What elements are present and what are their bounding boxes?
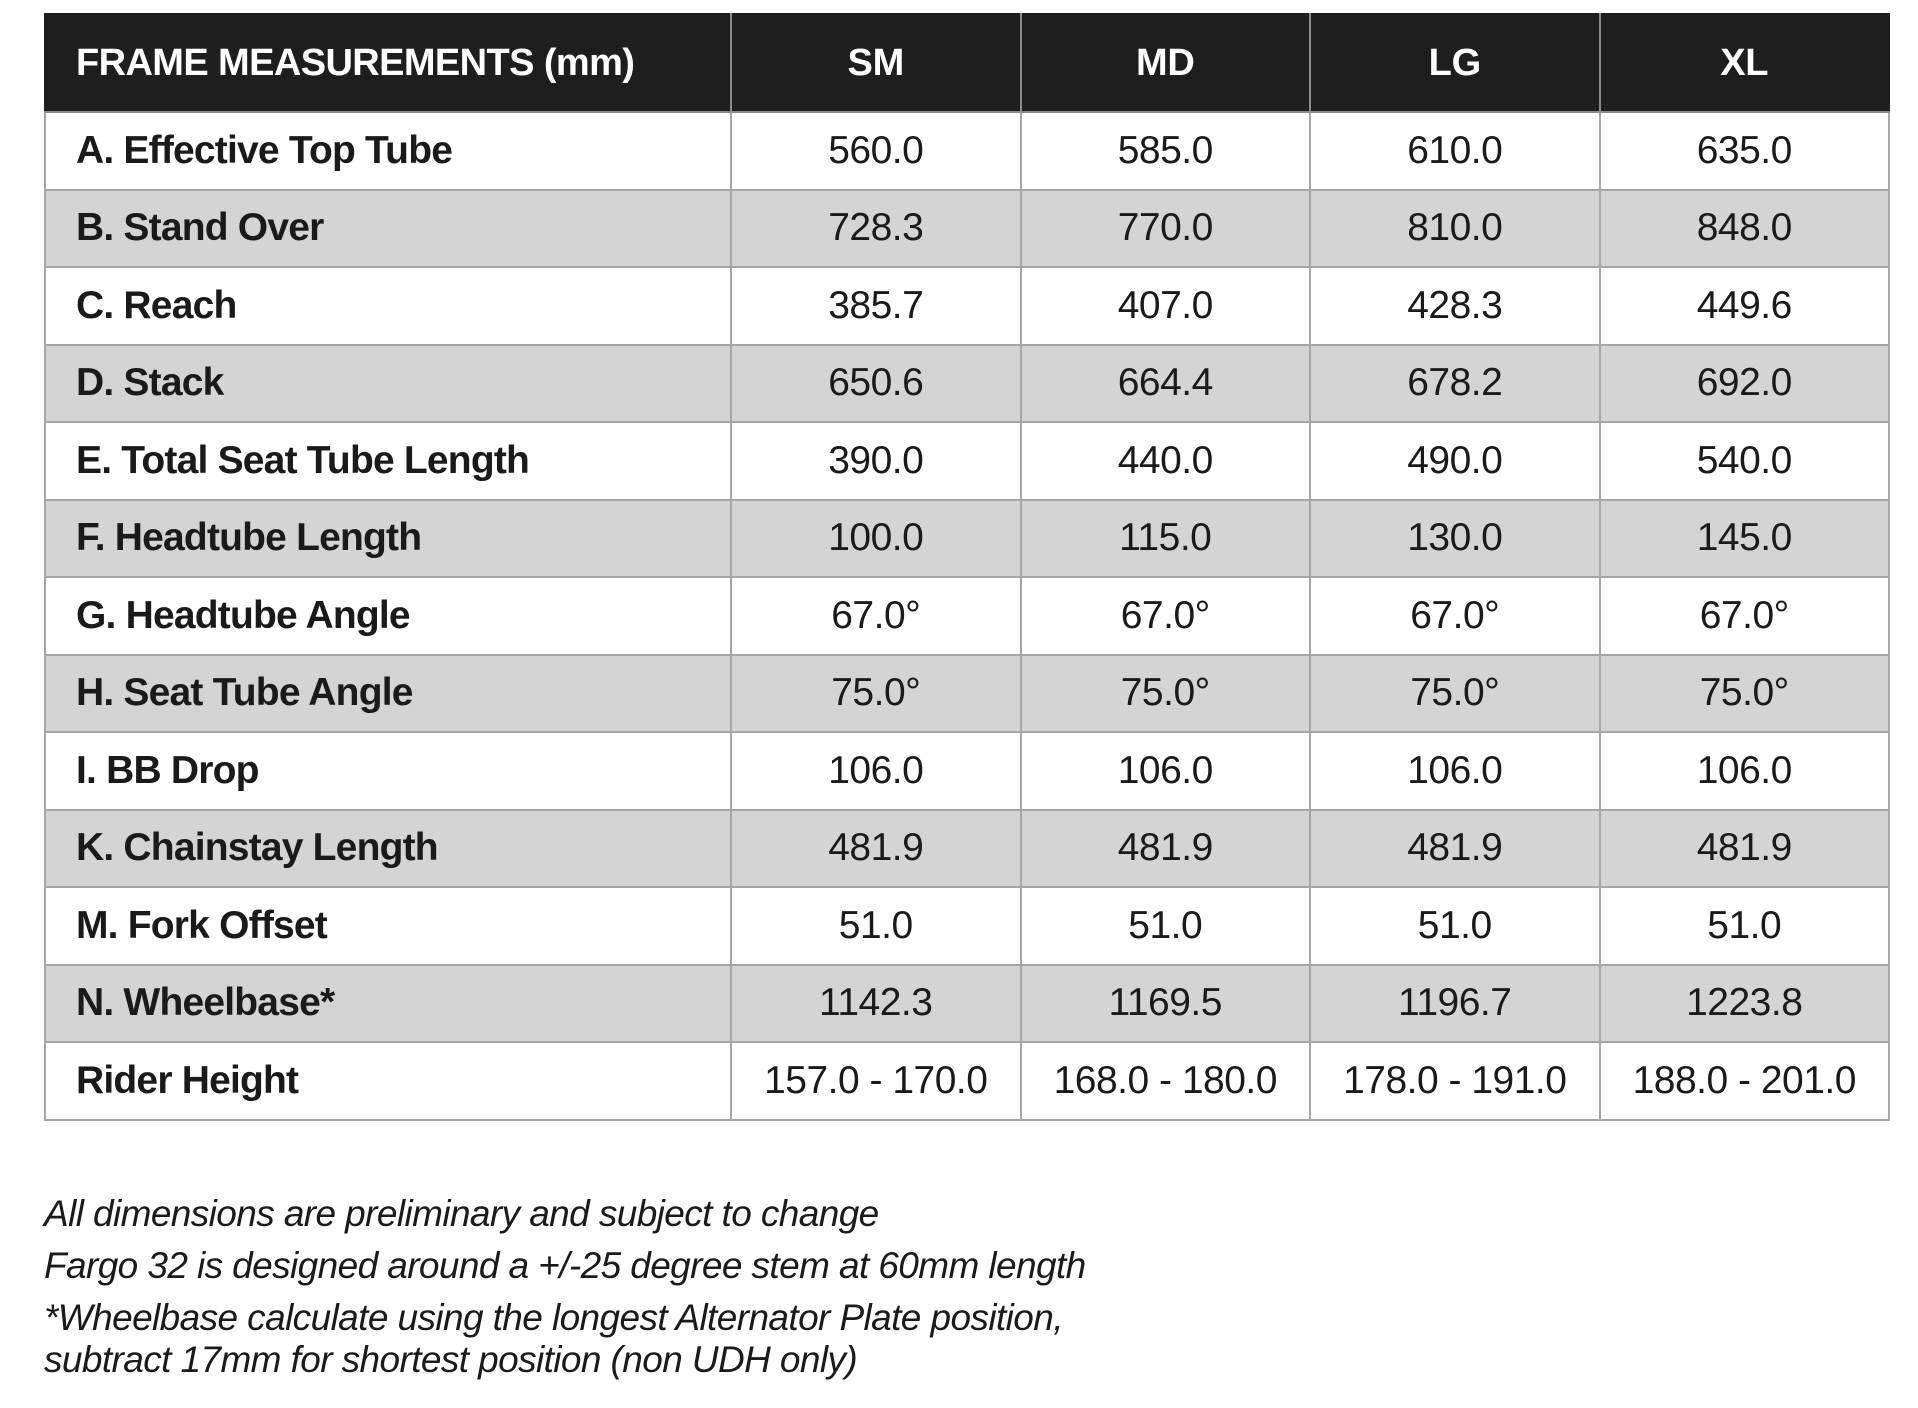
cell-value: 75.0°: [1310, 655, 1600, 733]
table-row: [45, 190, 1889, 268]
table-row: [45, 655, 1889, 733]
row-label: C. Reach: [45, 267, 731, 345]
header-size-xl: XL: [1600, 14, 1890, 112]
cell-value: 428.3: [1310, 267, 1600, 345]
table-row: [45, 112, 1889, 190]
row-label: G. Headtube Angle: [45, 577, 731, 655]
table-row: [45, 267, 1889, 345]
cell-value: 51.0: [1600, 887, 1890, 965]
cell-value: 664.4: [1021, 345, 1311, 423]
cell-value: 100.0: [731, 500, 1021, 578]
header-row: [45, 14, 1889, 112]
note-stem: Fargo 32 is designed around a +/-25 degree stem at 60mm length: [44, 1245, 1086, 1286]
cell-value: 106.0: [1021, 732, 1311, 810]
header-size-lg: LG: [1310, 14, 1600, 112]
cell-value: 540.0: [1600, 422, 1890, 500]
cell-value: 810.0: [1310, 190, 1600, 268]
cell-value: 67.0°: [1310, 577, 1600, 655]
cell-value: 188.0 - 201.0: [1600, 1042, 1890, 1120]
header-size-sm: SM: [731, 14, 1021, 112]
header-label: FRAME MEASUREMENTS (mm): [45, 14, 731, 112]
cell-value: 1196.7: [1310, 965, 1600, 1043]
footnotes: [44, 1193, 1086, 1381]
cell-value: 449.6: [1600, 267, 1890, 345]
cell-value: 390.0: [731, 422, 1021, 500]
table-row: [45, 422, 1889, 500]
cell-value: 67.0°: [1021, 577, 1311, 655]
row-label: K. Chainstay Length: [45, 810, 731, 888]
table-row: [45, 965, 1889, 1043]
cell-value: 385.7: [731, 267, 1021, 345]
table-row: [45, 887, 1889, 965]
row-label: E. Total Seat Tube Length: [45, 422, 731, 500]
cell-value: 490.0: [1310, 422, 1600, 500]
cell-value: 75.0°: [731, 655, 1021, 733]
cell-value: 678.2: [1310, 345, 1600, 423]
cell-value: 650.6: [731, 345, 1021, 423]
frame-measurements-table: [44, 13, 1890, 1121]
table-row: [45, 732, 1889, 810]
cell-value: 1142.3: [731, 965, 1021, 1043]
row-label: I. BB Drop: [45, 732, 731, 810]
row-label: N. Wheelbase*: [45, 965, 731, 1043]
cell-value: 407.0: [1021, 267, 1311, 345]
cell-value: 130.0: [1310, 500, 1600, 578]
note-preliminary: All dimensions are preliminary and subject to change: [44, 1193, 879, 1234]
table-row: [45, 345, 1889, 423]
cell-value: 168.0 - 180.0: [1021, 1042, 1311, 1120]
cell-value: 115.0: [1021, 500, 1311, 578]
cell-value: 51.0: [1021, 887, 1311, 965]
cell-value: 178.0 - 191.0: [1310, 1042, 1600, 1120]
cell-value: 585.0: [1021, 112, 1311, 190]
cell-value: 106.0: [1600, 732, 1890, 810]
table-body: [45, 112, 1889, 1120]
table-row: [45, 577, 1889, 655]
cell-value: 481.9: [1600, 810, 1890, 888]
cell-value: 440.0: [1021, 422, 1311, 500]
cell-value: 610.0: [1310, 112, 1600, 190]
cell-value: 481.9: [1021, 810, 1311, 888]
table-row: [45, 1042, 1889, 1120]
table-header: [45, 14, 1889, 112]
cell-value: 75.0°: [1600, 655, 1890, 733]
cell-value: 67.0°: [731, 577, 1021, 655]
cell-value: 481.9: [1310, 810, 1600, 888]
cell-value: 106.0: [731, 732, 1021, 810]
row-label: Rider Height: [45, 1042, 731, 1120]
cell-value: 51.0: [1310, 887, 1600, 965]
cell-value: 67.0°: [1600, 577, 1890, 655]
cell-value: 692.0: [1600, 345, 1890, 423]
row-label: B. Stand Over: [45, 190, 731, 268]
cell-value: 1223.8: [1600, 965, 1890, 1043]
note-wheelbase-line2: subtract 17mm for shortest position (non UDH only): [44, 1339, 858, 1380]
table-row: [45, 500, 1889, 578]
cell-value: 770.0: [1021, 190, 1311, 268]
row-label: F. Headtube Length: [45, 500, 731, 578]
cell-value: 157.0 - 170.0: [731, 1042, 1021, 1120]
table-row: [45, 810, 1889, 888]
cell-value: 51.0: [731, 887, 1021, 965]
cell-value: 75.0°: [1021, 655, 1311, 733]
cell-value: 728.3: [731, 190, 1021, 268]
row-label: H. Seat Tube Angle: [45, 655, 731, 733]
cell-value: 848.0: [1600, 190, 1890, 268]
cell-value: 560.0: [731, 112, 1021, 190]
cell-value: 145.0: [1600, 500, 1890, 578]
cell-value: 106.0: [1310, 732, 1600, 810]
cell-value: 1169.5: [1021, 965, 1311, 1043]
row-label: A. Effective Top Tube: [45, 112, 731, 190]
cell-value: 481.9: [731, 810, 1021, 888]
header-size-md: MD: [1021, 14, 1311, 112]
row-label: D. Stack: [45, 345, 731, 423]
row-label: M. Fork Offset: [45, 887, 731, 965]
cell-value: 635.0: [1600, 112, 1890, 190]
note-wheelbase-line1: *Wheelbase calculate using the longest Alternator Plate position,: [44, 1297, 1063, 1338]
